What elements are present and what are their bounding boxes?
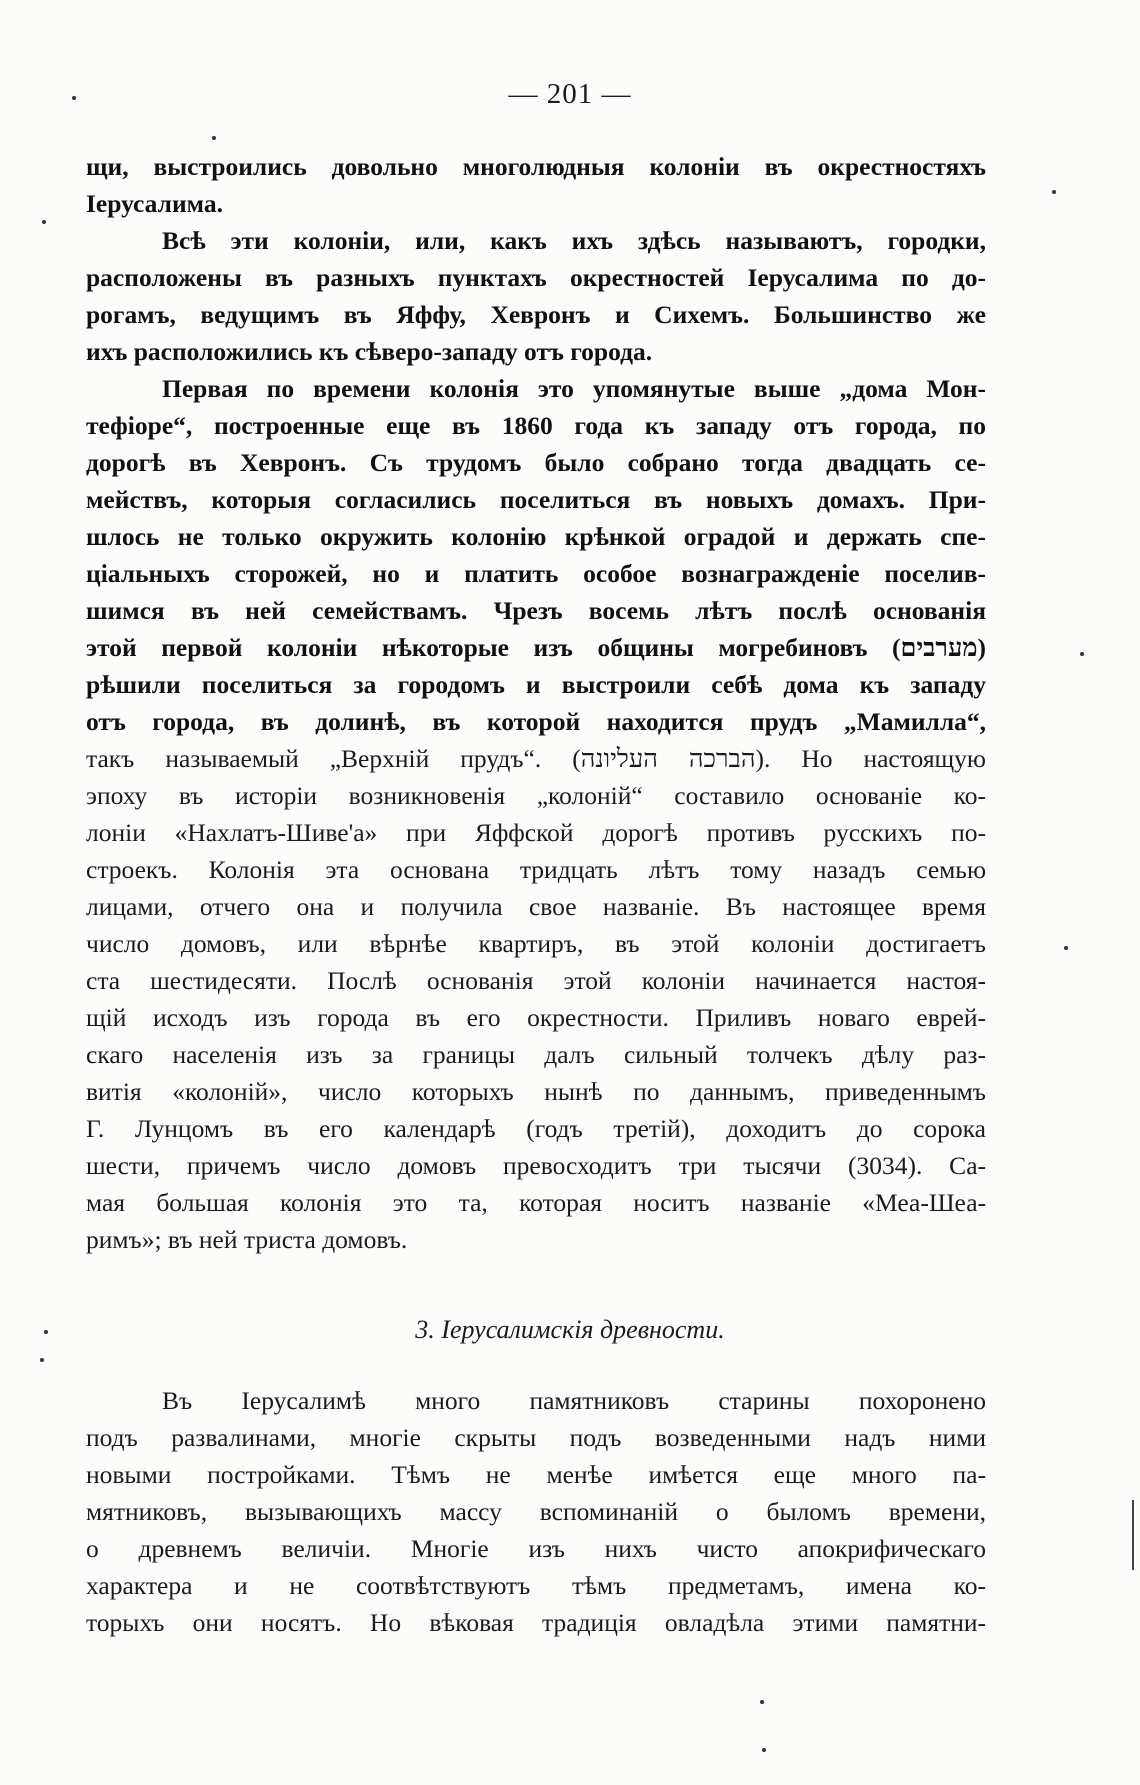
scan-speck	[760, 1700, 764, 1704]
text-line: такъ называемый „Верхній прудъ“. (הברכה העליונה). Но настоящую	[86, 744, 986, 773]
scan-speck	[212, 136, 216, 140]
text-line: лицами, отчего она и получила свое названіе. Въ настоящее время	[86, 892, 986, 921]
text-line: эпоху въ исторіи возникновенія „колоній“ составило основаніе ко-	[86, 781, 986, 810]
page-number: — 201 —	[508, 78, 632, 110]
text-line: характера и не соотвѣтствуютъ тѣмъ предметамъ, имена ко-	[86, 1571, 986, 1600]
text-line: мятниковъ, вызывающихъ массу вспоминаній о быломъ времени,	[86, 1497, 986, 1526]
text-line: рѣшили поселиться за городомъ и выстроили себѣ дома къ западу	[86, 670, 986, 699]
scan-speck	[1064, 946, 1068, 950]
scan-speck	[40, 1358, 44, 1362]
section-heading: 3. Іерусалимскія древности.	[415, 1315, 725, 1344]
text-line: Іерусалима.	[86, 189, 223, 218]
text-line: лоніи «Нахлатъ-Шиве'а» при Яффской дорогѣ противъ русскихъ по-	[86, 818, 986, 847]
text-line: отъ города, въ долинѣ, въ которой находится прудъ „Мамилла“,	[86, 707, 986, 736]
scan-speck	[1052, 190, 1056, 194]
text-line: этой первой колоніи нѣкоторые изъ общины могребиновъ (מערבים)	[86, 633, 986, 662]
text-line: дорогѣ въ Хевронъ. Съ трудомъ было собрано тогда двадцать се-	[86, 448, 986, 477]
scan-speck	[762, 1748, 766, 1752]
text-line: ста шестидесяти. Послѣ основанія этой колоніи начинается настоя-	[86, 966, 986, 995]
text-line: шимся въ ней семействамъ. Чрезъ восемь лѣтъ послѣ основанія	[86, 596, 986, 625]
text-line: новыми постройками. Тѣмъ не менѣе имѣется еще много па-	[86, 1460, 986, 1489]
text-line: торыхъ они носятъ. Но вѣковая традиція овладѣла этими памятни-	[86, 1608, 986, 1637]
scan-speck	[72, 96, 76, 100]
scan-speck	[44, 1330, 48, 1334]
text-line: подъ развалинами, многіе скрыты подъ возведенными надъ ними	[86, 1423, 986, 1452]
text-line: Г. Лунцомъ въ его календарѣ (годъ третій), доходитъ до сорока	[86, 1114, 986, 1143]
margin-mark	[1132, 1500, 1134, 1570]
text-line: Первая по времени колонія это упомянутые выше „дома Мон-	[162, 374, 986, 403]
text-line: ихъ расположились къ сѣверо-западу отъ города.	[86, 337, 653, 366]
text-line: витія «колоній», число которыхъ нынѣ по даннымъ, приведеннымъ	[86, 1077, 986, 1106]
scan-speck	[42, 220, 46, 224]
text-line: щій исходъ изъ города въ его окрестности. Приливъ новаго еврей-	[86, 1003, 986, 1032]
text-line: расположены въ разныхъ пунктахъ окрестностей Іерусалима по до-	[86, 263, 986, 292]
text-line: мая большая колонія это та, которая носитъ названіе «Меа-Шеа-	[86, 1188, 986, 1217]
text-line: строекъ. Колонія эта основана тридцать лѣтъ тому назадъ семью	[86, 855, 986, 884]
text-line: шести, причемъ число домовъ превосходитъ три тысячи (3034). Са-	[86, 1151, 986, 1180]
text-line: ціальныхъ сторожей, но и платить особое вознагражденіе поселив-	[86, 559, 986, 588]
text-line: скаго населенія изъ за границы далъ сильный толчекъ дѣлу раз-	[86, 1040, 986, 1069]
text-line: Въ Іерусалимѣ много памятниковъ старины похоронено	[162, 1386, 986, 1415]
text-line: Всѣ эти колоніи, или, какъ ихъ здѣсь называютъ, городки,	[162, 226, 986, 255]
text-line: римъ»; въ ней триста домовъ.	[86, 1225, 408, 1254]
text-line: рогамъ, ведущимъ въ Яффу, Хевронъ и Сихемъ. Большинство же	[86, 300, 986, 329]
text-line: число домовъ, или вѣрнѣе квартиръ, въ этой колоніи достигаетъ	[86, 929, 986, 958]
scan-speck	[1080, 652, 1084, 656]
text-line: мействъ, которыя согласились поселиться въ новыхъ домахъ. При-	[86, 485, 986, 514]
text-line: о древнемъ величіи. Многіе изъ нихъ чисто апокрифическаго	[86, 1534, 986, 1563]
text-line: щи, выстроились довольно многолюдныя колоніи въ окрестностяхъ	[86, 152, 986, 181]
text-line: шлось не только окружить колонію крѣнкой оградой и держать спе-	[86, 522, 986, 551]
text-line: тефіоре“, построенные еще въ 1860 года къ западу отъ города, по	[86, 411, 986, 440]
